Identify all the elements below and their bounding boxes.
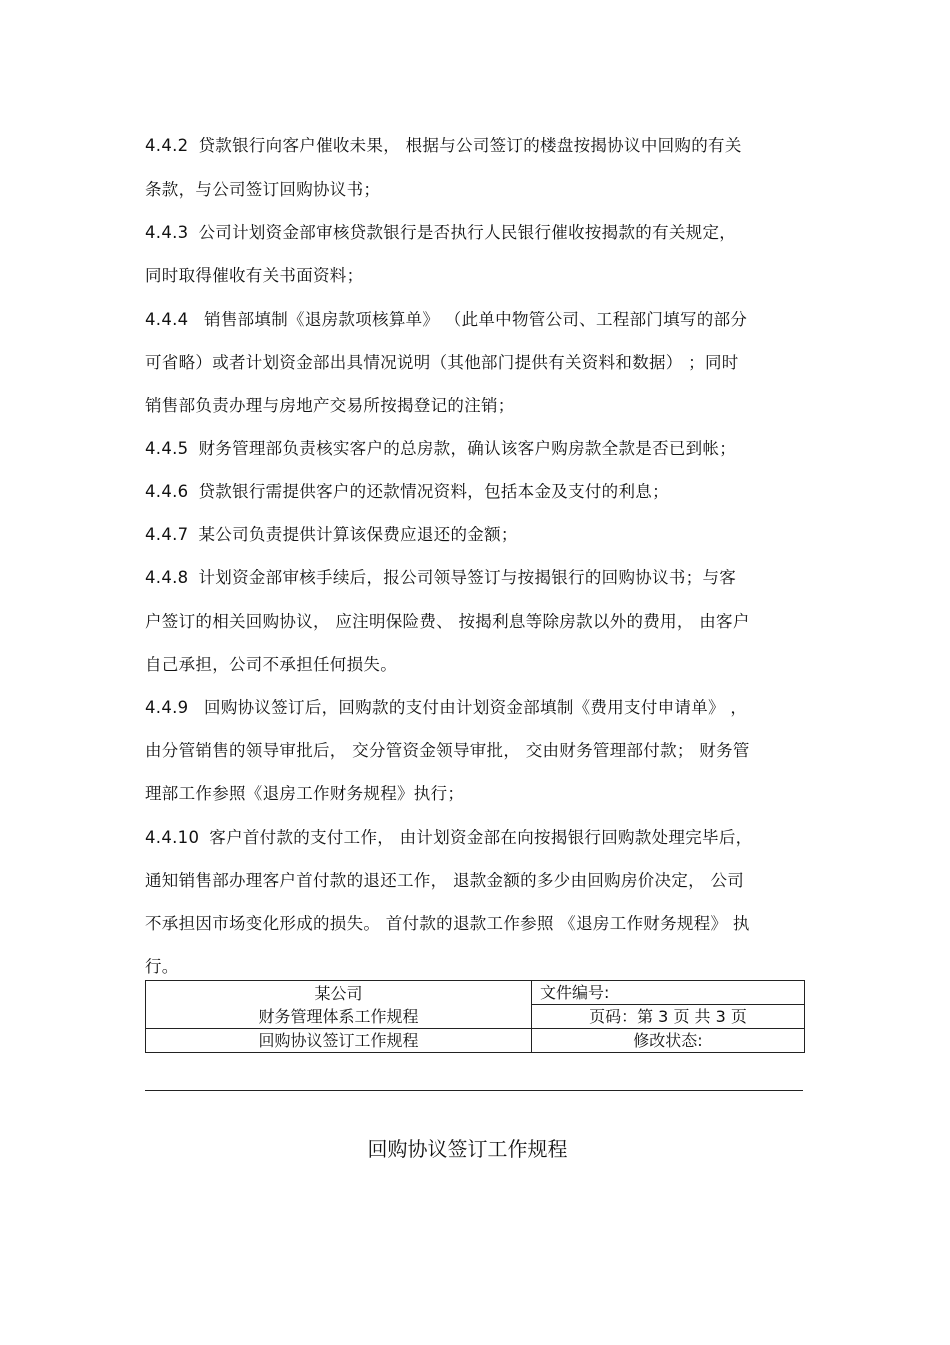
paragraph-line <box>145 913 807 935</box>
clause-number: 4.4.7 <box>145 525 189 544</box>
clause-text: 自己承担，公司不承担任何损失。 <box>145 655 397 674</box>
paragraph-line <box>145 481 807 503</box>
paragraph-line <box>145 179 807 201</box>
clause-text: 计划资金部审核手续后，报公司领导签订与按揭银行的回购协议书；与客 <box>198 568 737 587</box>
paragraph-line <box>145 135 807 157</box>
clause-number: 4.4.3 <box>145 223 189 242</box>
paragraph-line <box>145 827 807 849</box>
clause-number: 4.4.8 <box>145 568 189 587</box>
header-divider <box>145 1090 803 1091</box>
doc-system-name: 财务管理体系工作规程 <box>258 1006 419 1026</box>
clause-text: 行。 <box>145 957 179 976</box>
clause-text: 公司计划资金部审核贷款银行是否执行人民银行催收按揭款的有关规定， <box>198 223 737 242</box>
paragraph-line <box>145 567 807 589</box>
document-title: 回购协议签订工作规程 <box>367 1137 568 1161</box>
clause-text: 某公司负责提供计算该保费应退还的金额； <box>198 525 518 544</box>
paragraph-line <box>145 956 807 978</box>
clause-text: 不承担因市场变化形成的损失。 首付款的退款工作参照 《退房工作财务规程》 执 <box>145 914 750 933</box>
paragraph-line <box>145 309 807 331</box>
clause-number: 4.4.10 <box>145 828 200 847</box>
document-header-table <box>145 980 805 1053</box>
clause-text: 理部工作参照《退房工作财务规程》执行； <box>145 784 465 803</box>
paragraph-line <box>145 395 807 417</box>
paragraph-line <box>145 222 807 244</box>
paragraph-line <box>145 265 807 287</box>
clause-text: 贷款银行向客户催收未果， 根据与公司签订的楼盘按揭协议中回购的有关 <box>198 136 742 155</box>
paragraph-line <box>145 654 807 676</box>
clause-number: 4.4.5 <box>145 439 189 458</box>
clause-number: 4.4.2 <box>145 136 189 155</box>
clause-text: 销售部负责办理与房地产交易所按揭登记的注销； <box>145 396 515 415</box>
procedure-name-cell: 回购协议签订工作规程 <box>146 1029 532 1053</box>
clause-number: 4.4.4 <box>145 310 189 329</box>
company-name: 某公司 <box>314 983 363 1003</box>
paragraph-line <box>145 524 807 546</box>
file-number-cell: 文件编号: <box>532 981 805 1005</box>
clause-text: 贷款银行需提供客户的还款情况资料，包括本金及支付的利息； <box>198 482 669 501</box>
page-info-cell: 页码：第 3 页 共 3 页 <box>532 1005 805 1029</box>
clause-text: 客户首付款的支付工作， 由计划资金部在向按揭银行回购款处理完毕后， <box>209 828 753 847</box>
clause-text: 同时取得催收有关书面资料； <box>145 266 364 285</box>
clause-number: 4.4.9 <box>145 698 189 717</box>
clause-text: 户签订的相关回购协议， 应注明保险费、 按揭利息等除房款以外的费用， 由客户 <box>145 612 750 631</box>
revision-status-cell: 修改状态: <box>532 1029 805 1053</box>
clause-text: 财务管理部负责核实客户的总房款，确认该客户购房款全款是否已到帐； <box>198 439 737 458</box>
paragraph-line <box>145 438 807 460</box>
paragraph-line <box>145 783 807 805</box>
clause-text: 通知销售部办理客户首付款的退还工作， 退款金额的多少由回购房价决定， 公司 <box>145 871 745 890</box>
clause-text: 可省略）或者计划资金部出具情况说明（其他部门提供有关资料和数据） ；同时 <box>145 353 739 372</box>
clause-text: 回购协议签订后，回购款的支付由计划资金部填制《费用支付申请单》 ， <box>198 698 748 717</box>
clause-text: 销售部填制《退房款项核算单》 （此单中物管公司、工程部门填写的部分 <box>198 310 748 329</box>
clause-text: 条款，与公司签订回购协议书； <box>145 180 381 199</box>
clause-text: 由分管销售的领导审批后， 交分管资金领导审批， 交由财务管理部付款； 财务管 <box>145 741 750 760</box>
paragraph-line <box>145 611 807 633</box>
paragraph-line <box>145 870 807 892</box>
paragraph-line <box>145 740 807 762</box>
clause-number: 4.4.6 <box>145 482 189 501</box>
paragraph-line <box>145 697 807 719</box>
company-cell <box>146 981 532 1029</box>
paragraph-line <box>145 352 807 374</box>
